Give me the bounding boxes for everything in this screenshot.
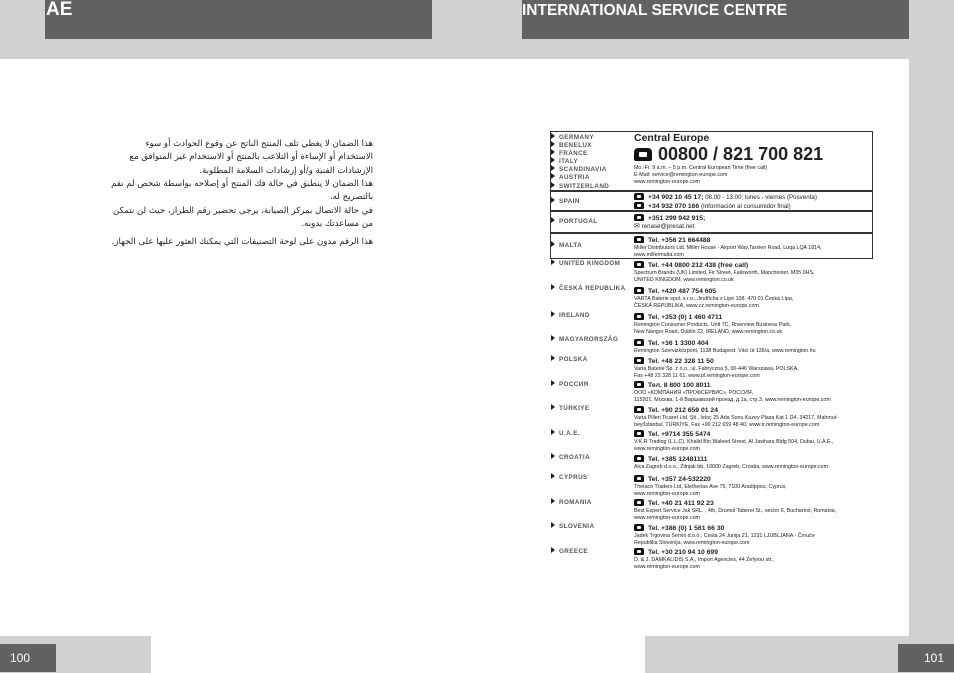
poland-entry	[634, 357, 874, 380]
language-code-header	[45, 0, 432, 39]
phone-icon	[634, 287, 644, 294]
address-line: Jadek Trgovina Servis d.o.o., Cesta 24 Junija 21, 1231 LJUBLJANA - Črnuče	[634, 533, 815, 539]
central-europe-phone: 00800 / 821 700 821	[634, 144, 874, 164]
central-europe-title: Central Europe	[634, 132, 710, 144]
czech-entry	[634, 287, 874, 310]
arabic-paragraph: هذا الضمان لا يغطي تلف المنتج الناتج عن وقوع الحوادث أو سوء الاستخدام أو الإساءة أو التلاعب بالمنتج أو الاستخدام غير المتوافق مع الإرشادات الفنية و/أو إرشادات السلامة المطلوبة.	[129, 139, 373, 176]
page-number-left: 100	[0, 644, 56, 672]
phone-icon	[634, 214, 644, 221]
address-line: 115201, Москва, 1-й Варшавский проезд, д.1а, стр.3, www.remington-europe.com	[634, 396, 831, 403]
uae-phone: Tel. +9714 355 5474	[634, 430, 874, 439]
address-line: Spectrum Brands (UK) Limited, Fir Street, Failsworth, Manchester, M35 0HS,	[634, 270, 815, 276]
phone-icon	[634, 261, 644, 268]
address-line: ООО «КОМПАНИЯ «ПРОФСЕРВИС», РОССИЯ,	[634, 390, 754, 396]
section-header	[522, 0, 909, 39]
russia-entry	[634, 381, 874, 404]
country-label: GERMANY	[551, 133, 594, 141]
bottom-white-gap	[151, 636, 645, 673]
country-label: BENELUX	[551, 141, 592, 149]
ireland-entry	[634, 313, 874, 336]
arabic-paragraph: هذا الرقم مدون على لوحة التصنيفات التي يمكنك العثور عليها على الجهاز.	[111, 236, 373, 247]
poland-phone: Tel. +48 22 328 11 50	[634, 357, 874, 366]
phone-icon	[634, 475, 644, 482]
phone-icon	[634, 455, 644, 462]
address-line: www.remington-europe.com	[634, 514, 700, 521]
right-side-band	[909, 0, 954, 673]
phone-icon	[634, 548, 644, 555]
spain-entry	[634, 193, 874, 211]
phone-icon	[634, 339, 644, 346]
country-label: TÜRKIYE	[551, 404, 589, 412]
address-line: Varta Baterie Sp. z o.o., ul. Fabryczna 5, 00-446 Warszawa, POLSKA,	[634, 366, 799, 372]
croatia-entry	[634, 455, 874, 471]
greece-phone: Tel. +30 210 94 10 699	[634, 548, 874, 557]
country-label: MALTA	[551, 241, 582, 249]
phone-icon	[634, 202, 644, 209]
czech-phone: Tel. +420 487 754 605	[634, 287, 874, 296]
address-line: ČESKÁ REPUBLIKA, www.cz.remington-europe.com	[634, 302, 759, 309]
phone-icon	[634, 430, 644, 437]
slovenia-entry	[634, 524, 874, 547]
uae-entry	[634, 430, 874, 453]
phone-icon	[634, 524, 644, 531]
phone-icon	[634, 148, 652, 161]
country-label: ČESKÁ REPUBLIKA	[551, 284, 626, 292]
slovenia-phone: Tel. +386 (0) 1 561 66 30	[634, 524, 874, 533]
phone-icon	[634, 406, 644, 413]
country-label: CROATIA	[551, 453, 590, 461]
ireland-phone: Tel. +353 (0) 1 460 4711	[634, 313, 874, 322]
greece-entry	[634, 548, 874, 571]
malta-phone: Tel. +356 21 664488	[634, 236, 874, 245]
spain-line-1: +34 902 10 45 17; 08.00 - 13.00; lunes - viernes (Posventa)	[634, 193, 874, 202]
russia-phone: Тел. 8 800 100 8011	[634, 381, 874, 390]
envelope-icon: ✉	[634, 223, 640, 230]
phone-icon	[634, 499, 644, 506]
country-label: U.A.E.	[551, 429, 580, 437]
portugal-entry	[634, 214, 874, 231]
arabic-paragraph: هذا الضمان لا ينطبق في حالة فك المنتج أو إصلاحه بواسطة شخص لم نقم بالتصريح له.	[111, 178, 373, 203]
address-line: www.millermalta.com	[634, 251, 684, 258]
phone-icon	[634, 236, 644, 243]
croatia-phone: Tel. +385 12481111	[634, 455, 874, 464]
address-line: Varta Pilleri Ticaret Ltd. Şti., İstoç 25 Ada Sonu Kuzey Plaza Kat 1 D4, 34217, Mahmut-	[634, 415, 838, 421]
phone-icon	[634, 357, 644, 364]
phone-icon	[634, 313, 644, 320]
country-label: AUSTRIA	[551, 173, 590, 181]
country-label: SCANDINAVIA	[551, 165, 607, 173]
country-label: SPAIN	[551, 197, 580, 205]
language-code: AE	[46, 0, 73, 20]
portugal-phone: +351 299 942 915;	[634, 214, 874, 223]
phone-icon	[634, 381, 644, 388]
hungary-phone: Tel. +36 1 3300 404	[634, 339, 874, 348]
uk-phone: Tel. +44 0800 212 438 (free call)	[634, 261, 874, 270]
central-europe-web: www.remington-europe.com	[634, 178, 700, 185]
address-line: Alca Zagreb d.o.o., Zitnjak bb, 10000 Zagreb, Croatia, www.remington-europe.com	[634, 464, 829, 470]
address-line: New Nangor Road, Dublin 22, IRELAND, www.remington.co.uk	[634, 328, 783, 335]
cyprus-entry	[634, 475, 874, 498]
central-europe-entry	[634, 132, 874, 185]
portugal-email: ✉ renase@presat.net	[634, 223, 695, 230]
address-line: D. & J. DAMKALIDIS S.A., Import Agencies, 44 Zefyrou str.,	[634, 557, 775, 563]
country-label: SLOVENIA	[551, 522, 594, 530]
country-label: IRELAND	[551, 311, 590, 319]
hungary-entry	[634, 339, 874, 355]
arabic-paragraph: في حالة الاتصال بمركز الصيانة، يرجى تحضير رقم الطراز، حيث لن نتمكن من مساعدتك بدونه.	[112, 206, 373, 230]
address-line: Remington Consumer Products, Unit 7C, Riverview Business Park,	[634, 322, 792, 328]
turkey-entry	[634, 406, 874, 429]
address-line: UNITED KINGDOM, www.remington.co.uk	[634, 276, 734, 283]
address-line: Thetaco Traders Ltd, Eletherias Ave 75, 7100 Aradippou, Cyprus,	[634, 484, 787, 490]
arabic-warranty-text	[108, 138, 373, 250]
central-europe-hours: Mo.-Fr. 9 a.m. – 5 p.m. Central European Time (free call)	[634, 165, 768, 171]
turkey-phone: Tel. +90 212 659 01 24	[634, 406, 874, 415]
address-line: V.K.R Trading (L.L.C), Khalid Bin Waleed Street, Al Jawhara Bldg 504, Dubai, U.A.E.,	[634, 439, 834, 445]
country-label: CYPRUS	[551, 473, 588, 481]
central-europe-email: E-Mail: service@remington-europe.com	[634, 171, 728, 178]
address-line: www.remington-europe.com	[634, 445, 700, 452]
address-line: bey/İstanbul, TÜRKİYE, Fax +90 212 659 48 40, www.tr.remington-europe.com	[634, 421, 820, 428]
country-label: GREECE	[551, 547, 588, 555]
spain-line-2: +34 932 070 166 (Información al consumidor final)	[634, 202, 874, 211]
country-label: MAGYARORSZÁG	[551, 335, 618, 343]
phone-icon	[634, 193, 644, 200]
country-label: SWITZERLAND	[551, 182, 609, 190]
address-line: Best Expert Service Jak SRL. , 4th, Drumul Taberei St., sector 6, Bucharest, Romania,	[634, 508, 837, 514]
uk-entry	[634, 261, 874, 284]
address-line: Republika Slovenija, www.remington-europe.com	[634, 539, 750, 546]
country-label: ROMANIA	[551, 498, 592, 506]
address-line: VARTA Baterie spol. s r.o., Jindřicha z Lipé 108, 470 01 Česká Lípa,	[634, 296, 794, 302]
address-line: Miller Distributors Ltd, Miller House - Airport Way,Tarxien Road, Luqa LQA 1814,	[634, 245, 822, 251]
country-label: POLSKA	[551, 355, 588, 363]
country-label: PORTUGAL	[551, 217, 598, 225]
address-line: Fax +48 22 328 11 61, www.pl.remington-europe.com	[634, 372, 760, 379]
romania-phone: Tel. +40 21 411 92 23	[634, 499, 874, 508]
country-label: UNITED KINGDOM	[551, 259, 620, 267]
page-number-right: 101	[898, 644, 954, 672]
address-line: Remington Szervizközpont, 1138 Budapest, Váci út 136/a, www.remington.hu	[634, 348, 816, 354]
section-title: INTERNATIONAL SERVICE CENTRE	[522, 2, 788, 19]
address-line: www.remington-europe.com	[634, 490, 700, 497]
country-label: FRANCE	[551, 149, 588, 157]
malta-entry	[634, 236, 874, 259]
cyprus-phone: Tel. +357 24-532220	[634, 475, 874, 484]
country-label: РОССИЯ	[551, 380, 589, 388]
romania-entry	[634, 499, 874, 522]
address-line: www.remington-europe.com	[634, 563, 700, 570]
country-label: ITALY	[551, 157, 578, 165]
